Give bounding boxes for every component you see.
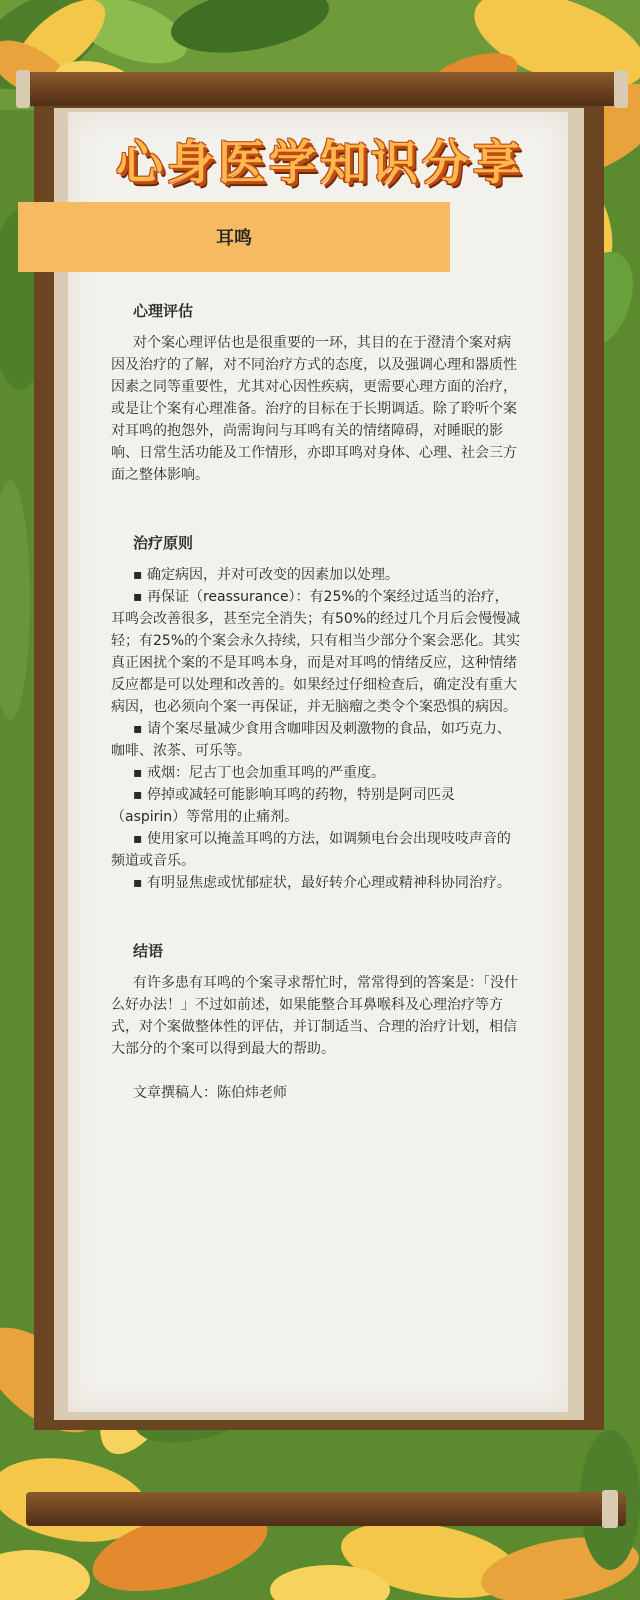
section-assessment (111, 300, 521, 486)
scroll-top-rod-cap-right (614, 70, 628, 108)
scroll-bottom-rod-cap-right (602, 1490, 618, 1528)
scroll-bottom-rod (26, 1492, 626, 1526)
bullet-item: ▪ 使用家可以掩盖耳鸣的方法，如调频电台会出现吱吱声音的频道或音乐。 (111, 831, 511, 869)
bullet-item: ▪ 请个案尽量减少食用含咖啡因及刺激物的食品，如巧克力、咖啡、浓茶、可乐等。 (111, 721, 511, 759)
author-credit: 文章撰稿人：陈伯炜老师 (133, 1085, 287, 1101)
bullet-item: ▪ 有明显焦虑或忧郁症状，最好转介心理或精神科协同治疗。 (133, 875, 511, 891)
scroll-top-rod-cap-left (16, 70, 30, 108)
section-treatment (111, 532, 521, 894)
section-conclusion (111, 940, 521, 1104)
section-heading: 治疗原则 (133, 534, 194, 552)
section-body: 对个案心理评估也是很重要的一环，其目的在于澄清个案对病因及治疗的了解，对不同治疗方式的态度，以及强调心理和器质性因素之同等重要性，尤其对心因性疾病，更需要心理方面的治疗，或是让个案有心理准备。治疗的目标在于长期调适。除了聆听个案对耳鸣的抱怨外，尚需询问与耳鸣有关的情绪障碍，对睡眠的影响、日常生活功能及工作情形，亦即耳鸣对身体、心理、社会三方面之整体影响。 (111, 335, 517, 483)
bullet-item: ▪ 戒烟：尼古丁也会加重耳鸣的严重度。 (133, 765, 385, 781)
subtitle-banner (18, 202, 450, 272)
section-heading: 结语 (133, 942, 164, 960)
section-heading: 心理评估 (133, 302, 194, 320)
scroll-top-rod (26, 72, 618, 106)
bullet-item: ▪ 停掉或减轻可能影响耳鸣的药物，特别是阿司匹灵（aspirin）等常用的止痛剂。 (111, 787, 455, 825)
bullet-item: ▪ 确定病因，并对可改变的因素加以处理。 (133, 567, 399, 583)
article-content (111, 300, 521, 1104)
subtitle-text: 耳鸣 (216, 228, 252, 249)
page-title: 心身医学知识分享 (116, 136, 524, 191)
bullet-item: ▪ 再保证（reassurance）：有25%的个案经过适当的治疗，耳鸣会改善很多，甚至完全消失；有50%的经过几个月后会慢慢减轻；有25%的个案会永久持续，只有相当少部分个案会恶化。其实真正困扰个案的不是耳鸣本身，而是对耳鸣的情绪反应，这种情绪反应都是可以处理和改善的。如果经过仔细检查后，确定没有重大病因，也必须向个案一再保证，并无脑瘤之类令个案恐惧的病因。 (111, 589, 521, 715)
section-body: 有许多患有耳鸣的个案寻求帮忙时，常常得到的答案是：「没什么好办法！」不过如前述，如果能整合耳鼻喉科及心理治疗等方式，对个案做整体性的评估，并订制适当、合理的治疗计划，相信大部分的个案可以得到最大的帮助。 (111, 975, 518, 1057)
